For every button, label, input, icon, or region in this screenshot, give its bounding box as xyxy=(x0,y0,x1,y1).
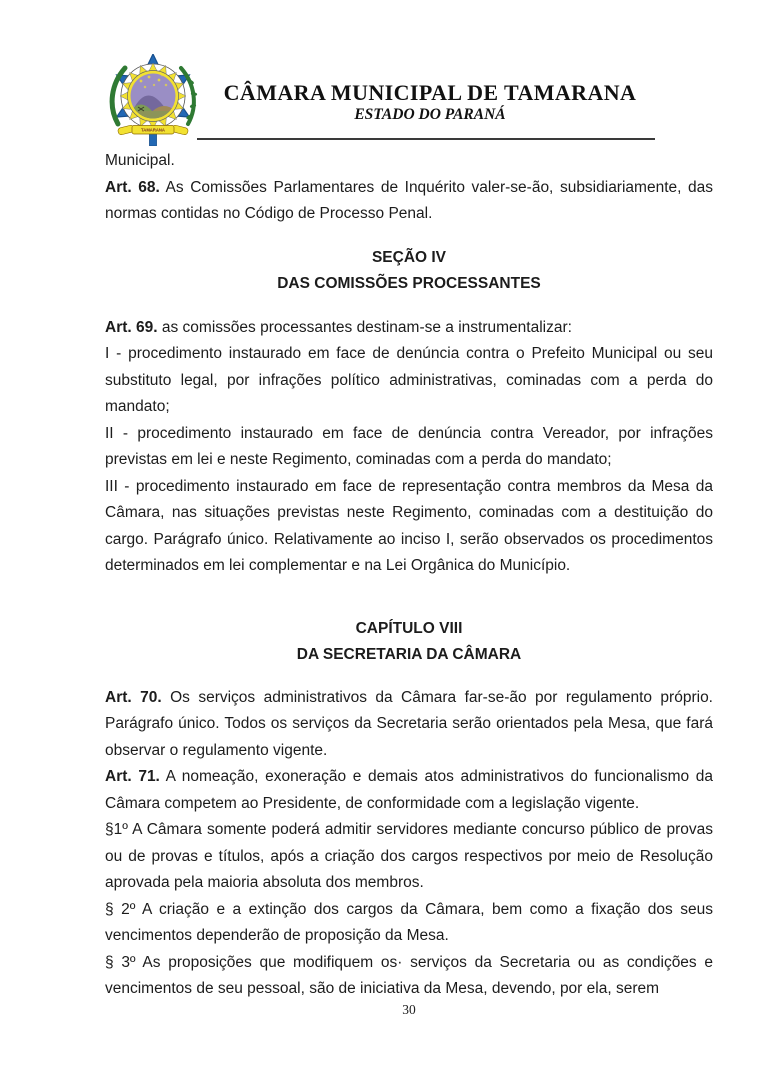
article-lead: Art. 70. xyxy=(105,688,162,706)
paragraph-text: II - procedimento instaurado em face de denúncia contra Vereador, por infrações previstas em lei e neste Regimento, cominadas com a perda do mandato; xyxy=(105,424,713,468)
header-text-block xyxy=(190,80,670,124)
paragraph-text: §1º A Câmara somente poderá admitir servidores mediante concurso público de provas ou de provas e títulos, após a criação dos cargos respectivos por meio de Resolução aprovada pela maioria absoluta dos membros. xyxy=(105,821,713,891)
paragraph-text: A nomeação, exoneração e demais atos administrativos do funcionalismo da Câmara competem ao Presidente, de conformidade com a legislação vigente. xyxy=(105,768,713,812)
paragraph-par-1 xyxy=(105,817,713,897)
chapter-title: DA SECRETARIA DA CÂMARA xyxy=(296,646,522,663)
paragraph-inciso-i xyxy=(105,341,713,421)
header-divider xyxy=(197,138,655,140)
paragraph-art-69 xyxy=(105,315,713,342)
section-number: SEÇÃO IV xyxy=(371,248,447,266)
paragraph-text: Os serviços administrativos da Câmara far-se-ão por regulamento próprio. Parágrafo único. Todos os serviços da Secretaria serão orientados pela Mesa, que fará observar o regulamento vigente. xyxy=(105,688,713,759)
paragraph-text: I - procedimento instaurado em face de denúncia contra o Prefeito Municipal ou seu substituto legal, por infrações político administrativas, cominadas com a perda do mandato; xyxy=(105,345,713,415)
paragraph-par-3 xyxy=(105,950,713,1003)
section-heading-secao-iv xyxy=(105,245,713,298)
institution-title: CÂMARA MUNICIPAL DE TAMARANA xyxy=(223,80,637,105)
paragraph-continuation xyxy=(105,148,713,175)
paragraph-inciso-iii xyxy=(105,474,713,580)
document-footer xyxy=(105,1002,713,1018)
section-heading-capitulo-viii xyxy=(105,616,713,669)
paragraph-text: § 2º A criação e a extinção dos cargos da Câmara, bem como a fixação dos seus vencimentos dependerão de proposição da Mesa. xyxy=(105,900,713,944)
article-lead: Art. 71. xyxy=(105,768,160,785)
paragraph-text: as comissões processantes destinam-se a instrumentalizar: xyxy=(157,318,572,336)
document-body xyxy=(105,148,713,1003)
page-number: 30 xyxy=(402,1002,416,1017)
banner-ribbon xyxy=(117,125,188,136)
paragraph-par-2 xyxy=(105,897,713,950)
article-lead: Art. 69. xyxy=(105,318,158,336)
coat-of-arms-logo xyxy=(103,54,203,146)
paragraph-text: As Comissões Parlamentares de Inquérito valer-se-ão, subsidiariamente, das normas contidas no Código de Processo Penal. xyxy=(105,178,713,222)
paragraph-text: Municipal. xyxy=(105,152,175,169)
article-lead: Art. 68. xyxy=(105,178,160,196)
chapter-number: CAPÍTULO VIII xyxy=(355,619,463,637)
paragraph-art-71 xyxy=(105,764,713,817)
paragraph-art-68 xyxy=(105,175,713,228)
paragraph-text: § 3º As proposições que modifiquem os· serviços da Secretaria ou as condições e vencimentos de seu pessoal, são de iniciativa da Mesa, devendo, por ela, serem xyxy=(105,953,713,997)
section-title: DAS COMISSÕES PROCESSANTES xyxy=(277,275,541,292)
banner-text: TAMARANA xyxy=(141,127,165,133)
paragraph-art-70 xyxy=(105,685,713,765)
paragraph-text: III - procedimento instaurado em face de representação contra membros da Mesa da Câmara, nas situações previstas neste Regimento, cominadas com a destituição do cargo. Parágrafo único. Relativamente ao inciso I, serão observados os procedimentos determinados em lei complementar e na Lei Orgânica do Município. xyxy=(105,477,713,574)
institution-subtitle: ESTADO DO PARANÁ xyxy=(354,106,506,123)
paragraph-inciso-ii xyxy=(105,421,713,474)
